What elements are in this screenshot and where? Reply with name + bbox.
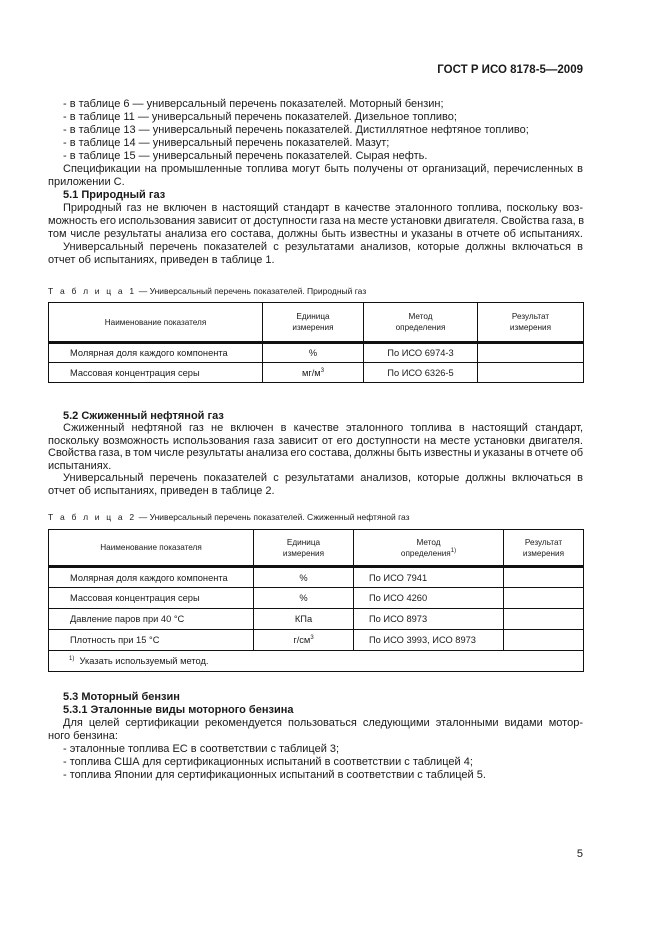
- table-header-row: [49, 303, 584, 343]
- list-item: - в таблице 14 — универсальный перечень показателей. Мазут;: [63, 136, 390, 149]
- paragraph-line: можность его использования зависит от доступности газа на месте установки двигателя. Свойства газа, в: [48, 214, 585, 227]
- table-1-caption-label: Т а б л и ц а 1: [48, 286, 137, 296]
- paragraph-line: отчет об испытаниях, приведен в таблице 1.: [48, 253, 275, 266]
- cell-result: [478, 343, 584, 363]
- col-header-method: Метод определения$^{1)}$: [354, 530, 504, 567]
- col-header-method: Метод определения: [364, 303, 478, 343]
- cell-method: По ИСО 6974-3: [364, 343, 478, 363]
- text-block-lpg: [48, 410, 583, 498]
- paragraph-line: Универсальный перечень показателей с результатами анализов, которые должны включаться в: [63, 472, 583, 485]
- table-1-caption: [48, 286, 366, 296]
- table-row: [49, 343, 584, 363]
- table-row: [49, 363, 584, 383]
- table-footnote: [49, 651, 584, 672]
- col-header-name: Наименование показателя: [49, 303, 263, 343]
- list-item: - в таблице 15 — универсальный перечень показателей. Сырая нефть.: [63, 149, 428, 162]
- page-number: 5: [576, 848, 583, 860]
- cell-unit: %: [254, 567, 354, 588]
- cell-name: Давление паров при 40 °С: [49, 609, 254, 630]
- paragraph-line: приложении С.: [48, 175, 125, 188]
- cell-unit: $мг/м^3$: [263, 363, 364, 383]
- cell-unit: %: [263, 343, 364, 363]
- list-item: - топлива Японии для сертификационных испытаний в соответствии с таблицей 5.: [63, 768, 486, 781]
- list-item: - в таблице 13 — универсальный перечень показателей. Дистиллятное нефтяное топливо;: [63, 123, 529, 136]
- section-heading: 5.3 Моторный бензин: [63, 690, 180, 703]
- table-2-caption: [48, 512, 410, 522]
- cell-result: [504, 588, 584, 609]
- paragraph-line: отчет об испытаниях, приведен в таблице 2.: [48, 485, 275, 498]
- section-heading: 5.1 Природный газ: [63, 188, 166, 201]
- cell-result: [478, 363, 584, 383]
- table-row: [49, 567, 584, 588]
- section-heading: 5.2 Сжиженный нефтяной газ: [63, 409, 224, 422]
- col-header-unit: Единица измерения: [254, 530, 354, 567]
- cell-unit: КПа: [254, 609, 354, 630]
- cell-result: [504, 609, 584, 630]
- cell-name: Молярная доля каждого компонента: [49, 343, 263, 363]
- cell-method: По ИСО 8973: [354, 609, 504, 630]
- section-heading: 5.3.1 Эталонные виды моторного бензина: [63, 703, 294, 716]
- list-item: - топлива США для сертификационных испытаний в соответствии с таблицей 4;: [63, 755, 473, 768]
- table-row: [49, 630, 584, 651]
- col-header-unit: Единица измерения: [263, 303, 364, 343]
- paragraph-line: ного бензина:: [48, 729, 118, 742]
- cell-method: По ИСО 3993, ИСО 8973: [354, 630, 504, 651]
- table-2-caption-label: Т а б л и ц а 2: [48, 512, 137, 522]
- table-2-caption-text: — Универсальный перечень показателей. Сжиженный нефтяной газ: [136, 512, 410, 522]
- cell-name: Молярная доля каждого компонента: [49, 567, 254, 588]
- footnote-mark: 1): [69, 656, 75, 662]
- paragraph-line: испытаниях.: [48, 459, 112, 472]
- table-1-caption-text: — Универсальный перечень показателей. Природный газ: [136, 286, 367, 296]
- paragraph-line: Универсальный перечень показателей с результатами анализов, которые должны включаться в: [63, 240, 583, 253]
- text-block-intro: [48, 98, 583, 267]
- cell-result: [504, 567, 584, 588]
- paragraph-line: Для целей сертификации рекомендуется пользоваться следующими эталонными видами мотор-: [63, 716, 583, 729]
- paragraph-line: Природный газ не включен в настоящий стандарт в качестве эталонного топлива, поскольку воз-: [63, 201, 583, 214]
- paragraph-line: Спецификации на промышленные топлива могут быть получены от организаций, перечисленных в: [63, 162, 583, 175]
- paragraph-line: Свойства газа, в том числе результаты анализа его состава, должны быть известны и указаны в отчете об: [48, 447, 583, 460]
- cell-unit: %: [254, 588, 354, 609]
- cell-method: По ИСО 7941: [354, 567, 504, 588]
- paragraph-line: поскольку возможность использования газа зависит от его доступности на месте установки двигателя.: [48, 434, 583, 447]
- cell-name: Плотность при 15 °С: [49, 630, 254, 651]
- list-item: - в таблице 6 — универсальный перечень показателей. Моторный бензин;: [63, 97, 444, 110]
- table-row: [49, 588, 584, 609]
- col-header-name: Наименование показателя: [49, 530, 254, 567]
- cell-name: Массовая концентрация серы: [49, 588, 254, 609]
- col-header-result: Результат измерения: [504, 530, 584, 567]
- table-2-lpg: [48, 529, 584, 672]
- paragraph-line: том числе результаты анализа его состава, должны быть известны и указаны в отчете об испытаниях.: [48, 227, 583, 240]
- cell-result: [504, 630, 584, 651]
- footnote-ref: 1): [450, 547, 457, 554]
- table-footnote-row: [49, 651, 584, 672]
- list-item: - эталонные топлива ЕС в соответствии с таблицей 3;: [63, 742, 340, 755]
- footnote-text: Указать используемый метод.: [79, 656, 209, 666]
- text-block-gasoline: [48, 691, 583, 782]
- col-header-result: Результат измерения: [478, 303, 584, 343]
- paragraph-line: Сжиженный нефтяной газ не включен в качестве эталонного топлива в настоящий стандарт,: [63, 422, 583, 435]
- document-code-header: ГОСТ Р ИСО 8178-5—2009: [437, 64, 583, 76]
- table-row: [49, 609, 584, 630]
- cell-method: По ИСО 6326-5: [364, 363, 478, 383]
- table-1-natural-gas: [48, 302, 584, 383]
- cell-unit: $г/см^3$: [254, 630, 354, 651]
- cell-name: Массовая концентрация серы: [49, 363, 263, 383]
- list-item: - в таблице 11 — универсальный перечень показателей. Дизельное топливо;: [63, 110, 457, 123]
- table-header-row: [49, 530, 584, 567]
- cell-method: По ИСО 4260: [354, 588, 504, 609]
